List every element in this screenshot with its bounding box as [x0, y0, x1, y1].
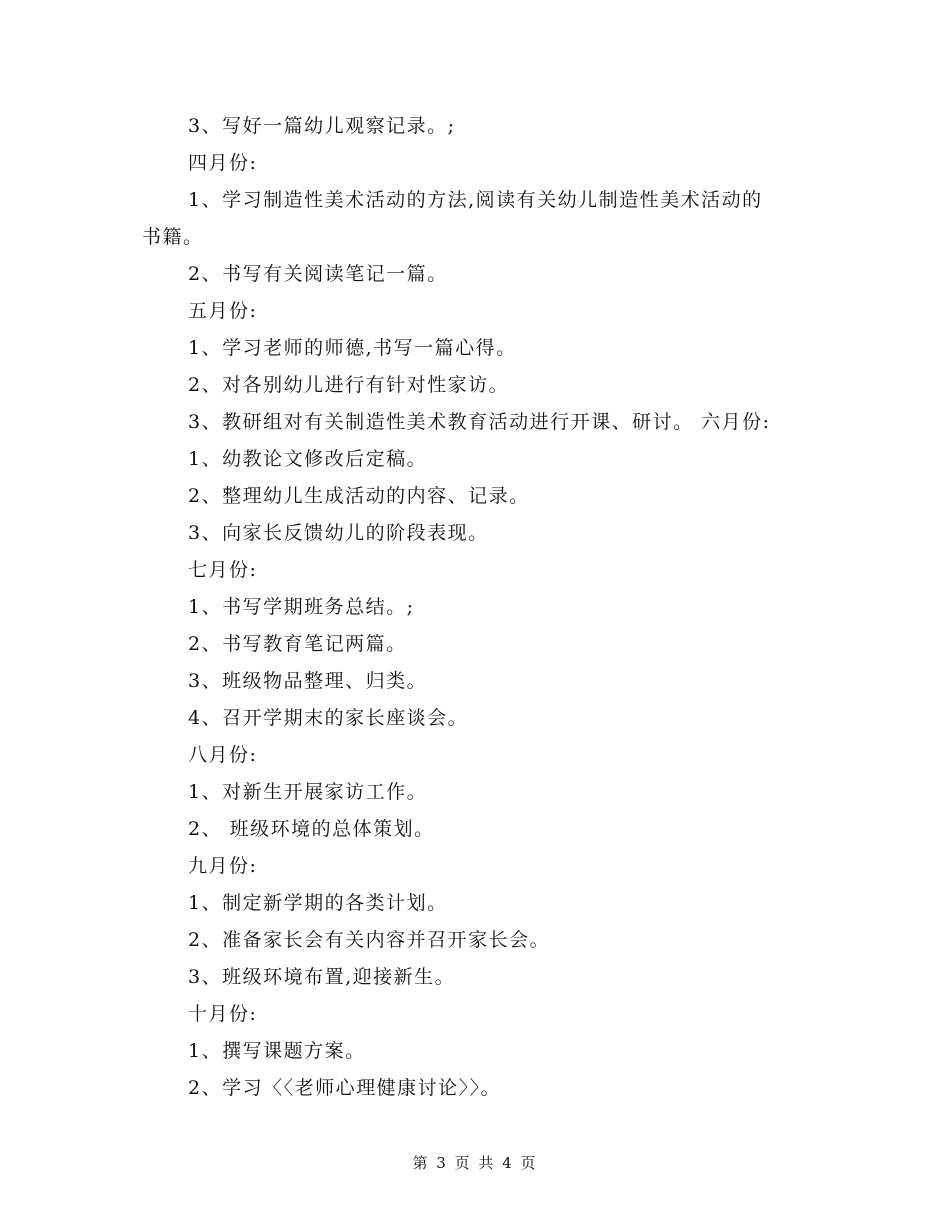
text-line: 2、准备家长会有关内容并召开家长会。 [188, 929, 551, 951]
text-line: 2、书写教育笔记两篇。 [188, 633, 407, 655]
text-line: 四月份: [188, 152, 258, 174]
text-line: 1、撰写课题方案。 [188, 1040, 366, 1062]
text-line: 1、制定新学期的各类计划。 [188, 892, 448, 914]
text-line: 五月份: [188, 300, 258, 322]
text-line: 1、学习老师的师德,书写一篇心得。 [188, 337, 517, 359]
text-line: 十月份: [188, 1003, 258, 1025]
text-line: 1、幼教论文修改后定稿。 [188, 448, 428, 470]
text-line: 3、班级环境布置,迎接新生。 [188, 966, 456, 988]
text-line: 1、书写学期班务总结。; [188, 596, 415, 618]
text-line: 3、班级物品整理、归类。 [188, 670, 428, 692]
text-line: 3、教研组对有关制造性美术教育活动进行开课、研讨。 六月份: [188, 411, 771, 433]
text-line: 1、对新生开展家访工作。 [188, 781, 428, 803]
text-line: 4、召开学期末的家长座谈会。 [188, 707, 469, 729]
text-line: 1、学习制造性美术活动的方法,阅读有关幼儿制造性美术活动的 [188, 189, 763, 211]
text-line: 八月份: [188, 744, 258, 766]
text-line: 2、 班级环境的总体策划。 [188, 818, 435, 840]
text-line: 2、整理幼儿生成活动的内容、记录。 [188, 485, 530, 507]
page-footer: 第 3 页 共 4 页 [412, 1154, 538, 1172]
text-line: 3、向家长反馈幼儿的阶段表现。 [188, 522, 489, 544]
text-line: 3、写好一篇幼儿观察记录。; [188, 115, 456, 137]
text-line: 七月份: [188, 559, 258, 581]
text-line: 2、学习〈〈老师心理健康讨论〉〉。 [188, 1077, 502, 1099]
text-line: 书籍。 [142, 226, 204, 248]
document-body [142, 108, 812, 1107]
text-line: 2、书写有关阅读笔记一篇。 [188, 263, 448, 285]
text-line: 九月份: [188, 855, 258, 877]
text-line: 2、对各别幼儿进行有针对性家访。 [188, 374, 510, 396]
